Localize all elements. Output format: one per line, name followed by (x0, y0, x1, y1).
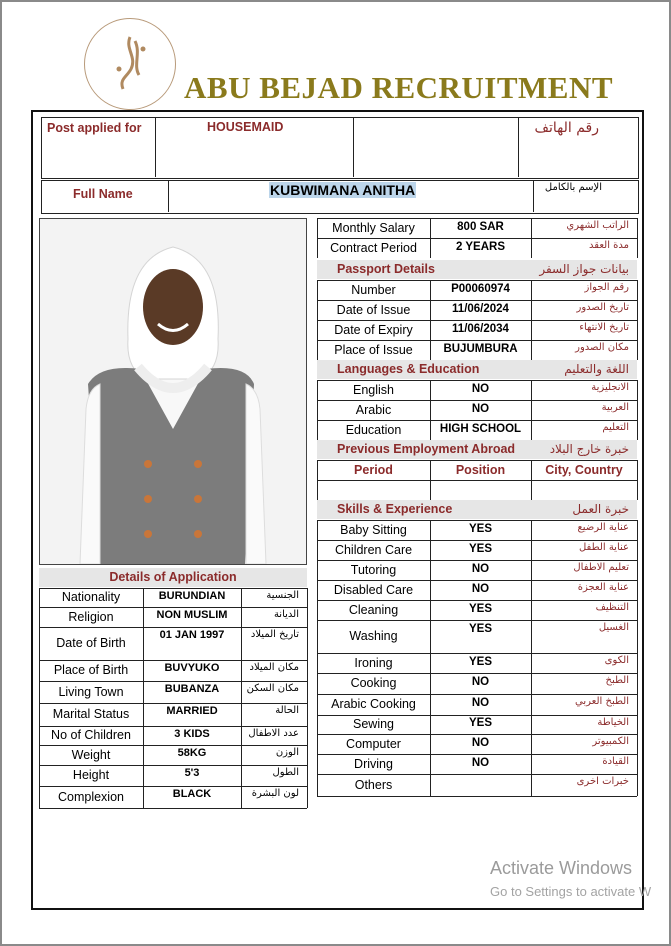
row-label: Date of Issue (336, 303, 411, 317)
full-name-value: KUBWIMANA ANITHA (270, 182, 416, 198)
cell-border (637, 754, 638, 774)
cell-border (531, 774, 532, 796)
cell-border (531, 340, 532, 360)
row-label-ar: الطبخ (605, 675, 629, 686)
cell-border (637, 300, 638, 320)
cell-border (307, 786, 308, 808)
row-label: Others (354, 778, 393, 792)
cell-border (637, 280, 638, 300)
cell-border (531, 754, 532, 774)
cell-border (307, 726, 308, 745)
cell-border (531, 620, 532, 653)
languages-section-title: Languages & Education (337, 362, 480, 376)
row-divider (39, 607, 307, 608)
cell-border (637, 460, 638, 500)
app-row-label: Religion (68, 610, 114, 624)
row-value: NO (471, 697, 490, 709)
cell-border (637, 774, 638, 796)
cell-border (637, 560, 638, 580)
application-details-table (39, 568, 307, 808)
cell-border (637, 340, 638, 360)
row-value: NO (471, 676, 490, 688)
row-label: Sewing (353, 717, 394, 731)
app-row-label: Nationality (61, 590, 121, 604)
cell-border (531, 400, 532, 420)
cell-border (241, 588, 242, 607)
row-label-ar: الكوى (604, 655, 629, 666)
cell-border (637, 400, 638, 420)
row-label: Driving (354, 757, 393, 771)
row-label-ar: مدة العقد (589, 240, 629, 251)
employment-section-title-ar: خبرة خارج البلاد (549, 442, 629, 456)
row-label-ar: عناية الطفل (578, 542, 629, 553)
cell-border (531, 218, 532, 238)
row-value: NO (471, 403, 490, 415)
row-value: YES (468, 656, 492, 668)
row-value: YES (468, 623, 492, 635)
row-value: BUJUMBURA (443, 343, 518, 355)
row-divider (317, 460, 637, 461)
row-label: English (353, 383, 394, 397)
phone-number-label-ar: رقم الهاتف (534, 120, 599, 136)
row-divider (39, 660, 307, 661)
app-row-value: BUVYUKO (164, 662, 220, 674)
row-divider (317, 480, 637, 481)
row-label-ar: الغسيل (598, 622, 629, 633)
row-label: Education (345, 423, 402, 437)
row-value: YES (468, 603, 492, 615)
cell-border (241, 607, 242, 627)
cell-border (637, 734, 638, 754)
app-row-value: BUBANZA (164, 683, 220, 695)
cell-border (637, 520, 638, 540)
cell-border (531, 715, 532, 734)
cell-border (531, 673, 532, 694)
cell-border (307, 765, 308, 786)
row-value: P00060974 (451, 283, 510, 295)
row-value: NO (471, 583, 490, 595)
app-row-label-ar: لون البشرة (251, 788, 299, 799)
row-label: Tutoring (350, 563, 397, 577)
cell-border (307, 588, 308, 607)
cell-border (531, 540, 532, 560)
cell-border (531, 653, 532, 673)
app-row-label: Place of Birth (53, 663, 129, 677)
cell-border (637, 694, 638, 715)
row-label-ar: الطبخ العربي (575, 696, 629, 707)
row-label: Computer (346, 737, 401, 751)
row-value: 2 YEARS (455, 241, 505, 253)
row-value: YES (468, 523, 492, 535)
row-label-ar: الراتب الشهري (566, 220, 629, 231)
app-row-value: BLACK (172, 788, 212, 800)
cell-border (307, 627, 308, 660)
cell-border (307, 607, 308, 627)
row-label-ar: القيادة (602, 756, 629, 767)
row-label-ar: التنظيف (595, 602, 629, 613)
cell-border (531, 380, 532, 400)
cell-border (637, 600, 638, 620)
row-label-ar: عناية الرضيع (577, 522, 629, 533)
row-label: Contract Period (330, 241, 417, 255)
cell-border (241, 786, 242, 808)
cell-border (637, 380, 638, 400)
row-divider (39, 765, 307, 766)
cell-border (307, 660, 308, 681)
cell-border (241, 765, 242, 786)
row-label: Place of Issue (334, 343, 413, 357)
cell-border (531, 420, 532, 440)
row-divider (39, 588, 307, 589)
row-divider (317, 796, 637, 797)
app-row-label-ar: الطول (272, 767, 299, 778)
cell-border (531, 560, 532, 580)
app-row-value: MARRIED (166, 705, 218, 717)
row-label: Date of Expiry (334, 323, 413, 337)
row-label-ar: الانجليزية (591, 382, 629, 393)
company-logo (84, 18, 176, 110)
row-label-ar: الخياطة (597, 717, 629, 728)
cell-border (531, 300, 532, 320)
row-label: Disabled Care (333, 583, 414, 597)
row-value: NO (471, 563, 490, 575)
cell-border (241, 726, 242, 745)
cell-border (637, 715, 638, 734)
row-value: YES (468, 543, 492, 555)
cell-border (241, 681, 242, 703)
app-row-value: 01 JAN 1997 (159, 629, 225, 641)
skills-section-title: Skills & Experience (337, 502, 453, 516)
app-row-label: Weight (71, 748, 111, 762)
cell-border (241, 703, 242, 726)
passport-section-title: Passport Details (337, 262, 435, 276)
row-label-ar: تاريخ الانتهاء (579, 322, 629, 333)
row-label: Washing (349, 629, 398, 643)
skills-section-title-ar: خبرة العمل (572, 502, 629, 516)
app-row-value: 58KG (177, 747, 207, 759)
row-value: HIGH SCHOOL (439, 423, 522, 435)
row-value: 11/06/2034 (452, 323, 509, 335)
cell-border (637, 420, 638, 440)
cell-border (531, 600, 532, 620)
app-row-label: Date of Birth (56, 636, 126, 650)
row-value: NO (471, 383, 490, 395)
row-label-ar: التعليم (602, 422, 629, 433)
row-value: NO (471, 757, 490, 769)
app-row-value: 5'3 (184, 767, 200, 779)
row-label: Arabic Cooking (331, 697, 416, 711)
app-row-label: No of Children (51, 728, 131, 742)
app-row-label: Complexion (57, 790, 124, 804)
row-divider (39, 681, 307, 682)
app-row-value: BURUNDIAN (158, 590, 226, 602)
row-divider (39, 726, 307, 727)
row-label-ar: الكمبيوتر (592, 736, 629, 747)
application-section-title: Details of Application (109, 570, 237, 584)
row-divider (39, 703, 307, 704)
row-label-ar: مكان الصدور (575, 342, 629, 353)
cell-border (637, 320, 638, 340)
row-label: Number (351, 283, 396, 297)
app-row-label: Living Town (58, 685, 124, 699)
row-value: YES (468, 717, 492, 729)
cell-border (531, 580, 532, 600)
cell-border (531, 320, 532, 340)
languages-section-title-ar: اللغة والتعليم (564, 362, 629, 376)
app-row-label-ar: الوزن (275, 747, 299, 758)
full-name-label: Full Name (73, 187, 133, 201)
row-label: Children Care (334, 543, 413, 557)
row-label-ar: عناية العجزة (577, 582, 629, 593)
passport-section-title-ar: بيانات جواز السفر (539, 262, 629, 276)
row-value: 800 SAR (457, 221, 504, 233)
cell-border (241, 660, 242, 681)
cell-border (637, 218, 638, 238)
row-label-ar: العربية (601, 402, 629, 413)
app-row-label: Marital Status (52, 707, 130, 721)
cell-border (531, 520, 532, 540)
app-row-label-ar: مكان الميلاد (249, 662, 299, 673)
app-row-label-ar: عدد الاطفال (248, 728, 299, 739)
row-label: Baby Sitting (340, 523, 407, 537)
cell-border (531, 280, 532, 300)
candidate-photo (39, 218, 307, 565)
row-label-ar: تاريخ الصدور (576, 302, 629, 313)
app-row-label: Height (72, 768, 110, 782)
row-label: Cooking (350, 676, 397, 690)
row-label: Arabic (355, 403, 392, 417)
row-label: Cleaning (348, 603, 399, 617)
app-row-label-ar: الديانة (273, 609, 299, 620)
cell-border (637, 238, 638, 258)
row-value: NO (471, 737, 490, 749)
cell-border (307, 681, 308, 703)
row-label: Ironing (354, 656, 393, 670)
app-row-label-ar: تاريخ الميلاد (250, 629, 299, 640)
row-label: Monthly Salary (332, 221, 415, 235)
cell-border (307, 745, 308, 765)
post-applied-value: HOUSEMAID (207, 120, 284, 134)
cell-border (637, 673, 638, 694)
company-title: ABU BEJAD RECRUITMENT (184, 70, 614, 105)
right-details-table (317, 218, 637, 808)
cell-border (531, 238, 532, 258)
cell-border (637, 653, 638, 673)
employment-section-title: Previous Employment Abroad (337, 442, 516, 456)
row-divider (39, 786, 307, 787)
watermark-line-2: Go to Settings to activate W (490, 884, 652, 899)
app-row-label-ar: الحالة (275, 705, 299, 716)
employment-col-period: Period (354, 463, 393, 477)
cell-border (241, 627, 242, 660)
full-name-label-ar: الإسم بالكامل (544, 182, 602, 193)
app-row-label-ar: مكان السكن (246, 683, 299, 694)
row-divider (39, 627, 307, 628)
cell-border (241, 745, 242, 765)
app-row-value: NON MUSLIM (156, 609, 228, 621)
row-label-ar: تعليم الاطفال (573, 562, 629, 573)
cell-border (531, 694, 532, 715)
row-label-ar: رقم الجواز (584, 282, 629, 293)
cell-border (637, 540, 638, 560)
row-divider (39, 745, 307, 746)
employment-col-position: Position (455, 463, 506, 477)
employment-col-country: City, Country (545, 463, 623, 477)
app-row-value: 3 KIDS (174, 728, 210, 740)
row-divider (317, 774, 637, 775)
row-divider (39, 808, 307, 809)
cell-border (430, 774, 431, 796)
cell-border (637, 620, 638, 653)
app-row-label-ar: الجنسية (266, 590, 299, 601)
cv-form (31, 110, 644, 910)
row-label-ar: خبرات اخرى (576, 776, 629, 787)
post-applied-label: Post applied for (47, 121, 142, 135)
row-value: 11/06/2024 (452, 303, 509, 315)
cell-border (531, 734, 532, 754)
watermark-line-1: Activate Windows (490, 858, 633, 878)
cell-border (637, 580, 638, 600)
cell-border (307, 703, 308, 726)
